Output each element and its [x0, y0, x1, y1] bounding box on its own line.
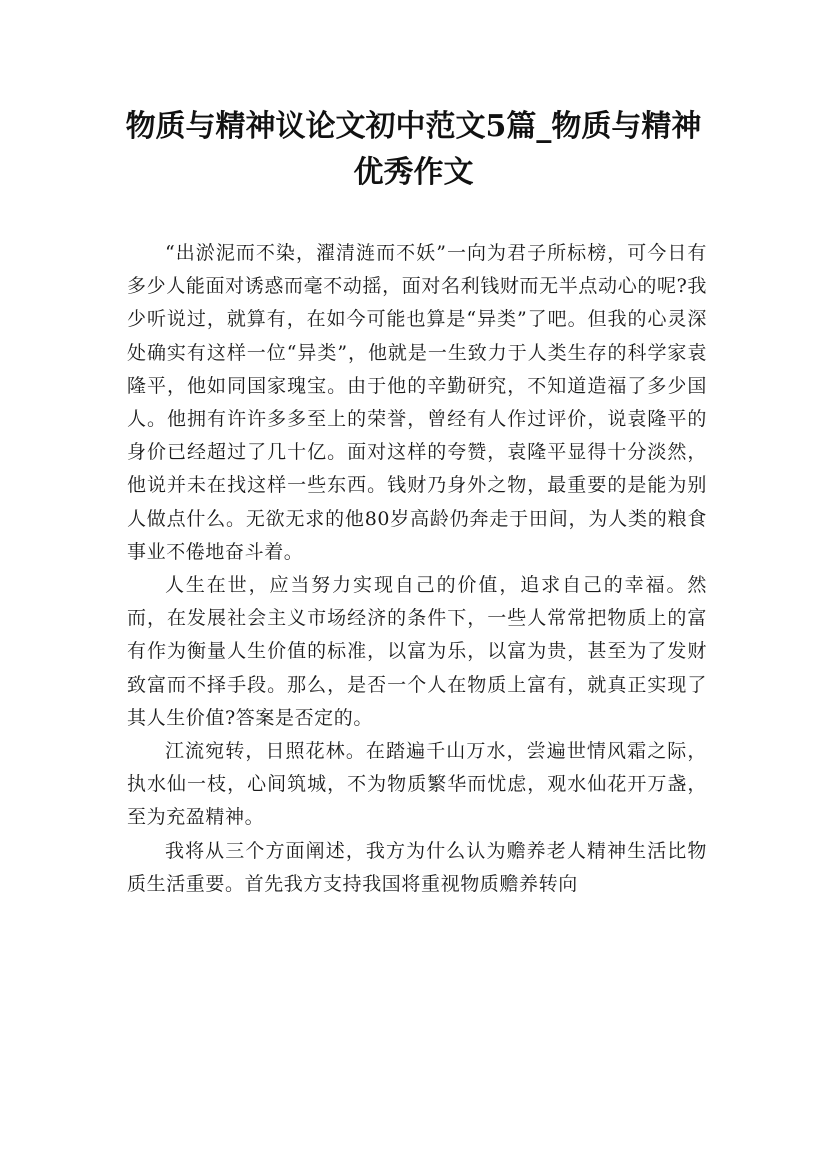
paragraph: 江流宛转，日照花林。在踏遍千山万水，尝遍世情风霜之际，执水仙一枝，心间筑城，不为物质繁华而忧虑，观水仙花开万盏，至为充盈精神。	[127, 740, 707, 829]
paragraph: “出淤泥而不染，濯清涟而不妖”一向为君子所标榜，可今日有多少人能面对诱惑而毫不动摇，面对名利钱财而无半点动心的呢?我少听说过，就算有，在如今可能也算是“异类”了吧。但我的心灵深处确实有这样一位“异类”，他就是一生致力于人类生存的科学家袁隆平，他如同国家瑰宝。由于他的辛勤研究，不知道造福了多少国人。他拥有许许多多至上的荣誉，曾经有人作过评价，说袁隆平的身价已经超过了几十亿。面对这样的夸赞，袁隆平显得十分淡然，他说并未在找这样一些东西。钱财乃身外之物，最重要的是能为别人做点什么。无欲无求的他80岁高龄仍奔走于田间，为人类的粮食事业不倦地奋斗着。	[127, 242, 707, 563]
paragraph: 我将从三个方面阐述，我方为什么认为赡养老人精神生活比物质生活重要。首先我方支持我国将重视物质赡养转向	[127, 839, 707, 895]
document-body	[127, 237, 707, 901]
document-title: 物质与精神议论文初中范文5篇_物质与精神优秀作文	[125, 109, 702, 190]
paragraph: 人生在世，应当努力实现自己的价值，追求自己的幸福。然而，在发展社会主义市场经济的条件下，一些人常常把物质上的富有作为衡量人生价值的标准，以富为乐，以富为贵，甚至为了发财致富而不择手段。那么，是否一个人在物质上富有，就真正实现了其人生价值?答案是否定的。	[127, 574, 707, 729]
